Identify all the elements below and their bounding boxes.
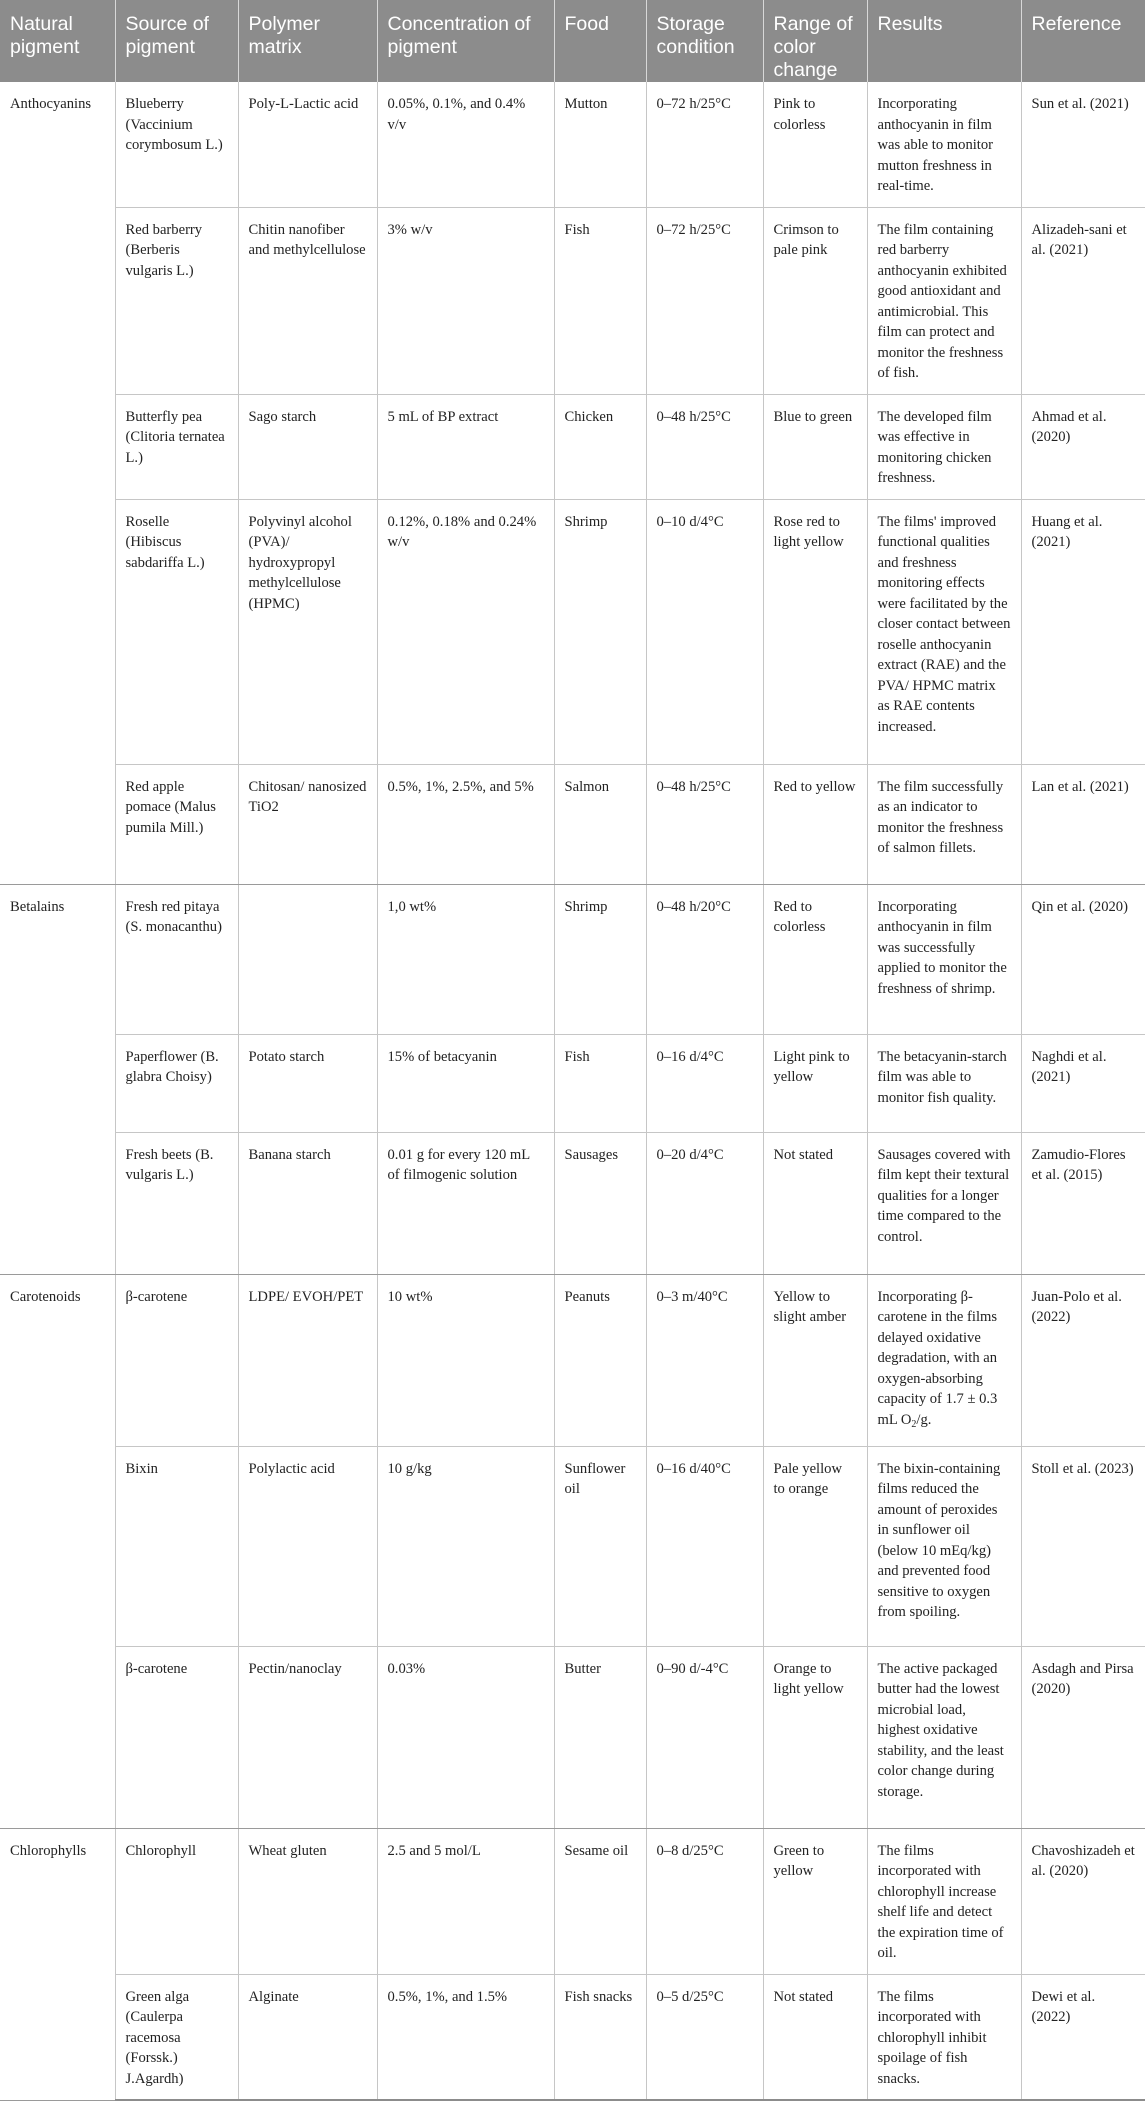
storage-cell: 0–72 h/25°C [646,207,763,394]
reference-cell: Lan et al. (2021) [1021,764,1145,884]
source-cell: β-carotene [115,1274,238,1446]
reference-cell: Naghdi et al. (2021) [1021,1034,1145,1132]
food-cell: Chicken [554,394,646,499]
reference-cell: Dewi et al. (2022) [1021,1974,1145,2100]
reference-cell: Chavoshizadeh et al. (2020) [1021,1828,1145,1974]
reference-cell: Asdagh and Pirsa (2020) [1021,1646,1145,1828]
header-color-change: Range of color change [763,0,867,82]
table-row [0,82,1145,207]
matrix-cell: Polyvinyl alcohol (PVA)/ hydroxypropyl methylcellulose (HPMC) [238,499,377,764]
color-change-cell: Orange to light yellow [763,1646,867,1828]
color-change-cell: Blue to green [763,394,867,499]
source-cell: β-carotene [115,1646,238,1828]
matrix-cell: Polylactic acid [238,1446,377,1646]
matrix-cell: Chitosan/ nanosized TiO2 [238,764,377,884]
table-row [0,394,1145,499]
header-reference: Reference [1021,0,1145,82]
source-cell: Fresh red pitaya (S. monacanthu) [115,884,238,1034]
results-cell: The betacyanin-starch film was able to monitor fish quality. [867,1034,1021,1132]
food-cell: Shrimp [554,884,646,1034]
results-subscript: 2 [911,1418,917,1430]
food-cell: Fish snacks [554,1974,646,2100]
matrix-cell: Poly-L-Lactic acid [238,82,377,207]
reference-cell: Juan-Polo et al. (2022) [1021,1274,1145,1446]
storage-cell: 0–48 h/25°C [646,764,763,884]
results-cell: The developed film was effective in monitoring chicken freshness. [867,394,1021,499]
color-change-cell: Red to colorless [763,884,867,1034]
food-cell: Sausages [554,1132,646,1274]
concentration-cell: 0.12%, 0.18% and 0.24% w/v [377,499,554,764]
color-change-cell: Green to yellow [763,1828,867,1974]
table-row [0,1446,1145,1646]
reference-cell: Ahmad et al. (2020) [1021,394,1145,499]
food-cell: Butter [554,1646,646,1828]
matrix-cell: Pectin/nanoclay [238,1646,377,1828]
pigment-betalains: Betalains [0,884,115,1274]
table-row [0,884,1145,1034]
table-row [0,764,1145,884]
color-change-cell: Yellow to slight amber [763,1274,867,1446]
reference-cell: Stoll et al. (2023) [1021,1446,1145,1646]
header-concentration: Concentration of pigment [377,0,554,82]
concentration-cell: 0.5%, 1%, and 1.5% [377,1974,554,2100]
concentration-cell: 0.05%, 0.1%, and 0.4% v/v [377,82,554,207]
table-row [0,207,1145,394]
concentration-cell: 10 g/kg [377,1446,554,1646]
color-change-cell: Rose red to light yellow [763,499,867,764]
reference-cell: Zamudio-Flores et al. (2015) [1021,1132,1145,1274]
header-natural-pigment: Natural pigment [0,0,115,82]
color-change-cell: Light pink to yellow [763,1034,867,1132]
reference-cell: Huang et al. (2021) [1021,499,1145,764]
source-cell: Butterfly pea (Clitoria ternatea L.) [115,394,238,499]
pigment-anthocyanins: Anthocyanins [0,82,115,884]
storage-cell: 0–3 m/40°C [646,1274,763,1446]
results-text: Incorporating β-carotene in the films delayed oxidative degradation, with an oxygen-absorbing capacity of 1.7 ± 0.3 mL O [877,1288,998,1428]
table-row [0,1828,1145,1974]
results-tail: /g. [916,1411,932,1428]
source-cell: Red apple pomace (Malus pumila Mill.) [115,764,238,884]
source-cell: Roselle (Hibiscus sabdariffa L.) [115,499,238,764]
color-change-cell: Pale yellow to orange [763,1446,867,1646]
source-cell: Green alga (Caulerpa racemosa (Forssk.) J.Agardh) [115,1974,238,2100]
color-change-cell: Crimson to pale pink [763,207,867,394]
source-cell: Red barberry (Berberis vulgaris L.) [115,207,238,394]
matrix-cell: Potato starch [238,1034,377,1132]
reference-cell: Sun et al. (2021) [1021,82,1145,207]
results-cell: Incorporating anthocyanin in film was able to monitor mutton freshness in real-time. [867,82,1021,207]
header-food: Food [554,0,646,82]
color-change-cell: Red to yellow [763,764,867,884]
table-row [0,499,1145,764]
concentration-cell: 15% of betacyanin [377,1034,554,1132]
food-cell: Sesame oil [554,1828,646,1974]
matrix-cell [238,884,377,1034]
source-cell: Paperflower (B. glabra Choisy) [115,1034,238,1132]
concentration-cell: 5 mL of BP extract [377,394,554,499]
header-results: Results [867,0,1021,82]
results-cell: The films incorporated with chlorophyll increase shelf life and detect the expiration time of oil. [867,1828,1021,1974]
food-cell: Peanuts [554,1274,646,1446]
concentration-cell: 0.01 g for every 120 mL of filmogenic solution [377,1132,554,1274]
concentration-cell: 0.5%, 1%, 2.5%, and 5% [377,764,554,884]
source-cell: Fresh beets (B. vulgaris L.) [115,1132,238,1274]
source-cell: Blueberry (Vaccinium corymbosum L.) [115,82,238,207]
source-cell: Bixin [115,1446,238,1646]
pigment-carotenoids: Carotenoids [0,1274,115,1828]
header-source: Source of pigment [115,0,238,82]
storage-cell: 0–16 d/4°C [646,1034,763,1132]
color-change-cell: Pink to colorless [763,82,867,207]
header-polymer-matrix: Polymer matrix [238,0,377,82]
matrix-cell: Banana starch [238,1132,377,1274]
results-cell: The bixin-containing films reduced the amount of peroxides in sunflower oil (below 10 mEq/kg) and prevented food sensitive to oxygen from spoiling. [867,1446,1021,1646]
concentration-cell: 0.03% [377,1646,554,1828]
results-cell: The films' improved functional qualities and freshness monitoring effects were facilitated by the closer contact between roselle anthocyanin extract (RAE) and the PVA/ HPMC matrix as RAE contents increased. [867,499,1021,764]
concentration-cell: 2.5 and 5 mol/L [377,1828,554,1974]
table-row [0,1974,1145,2100]
matrix-cell: Wheat gluten [238,1828,377,1974]
results-cell: The films incorporated with chlorophyll inhibit spoilage of fish snacks. [867,1974,1021,2100]
table-row [0,1646,1145,1828]
storage-cell: 0–90 d/-4°C [646,1646,763,1828]
food-cell: Sunflower oil [554,1446,646,1646]
concentration-cell: 3% w/v [377,207,554,394]
header-row [0,0,1145,82]
table-row [0,1132,1145,1274]
reference-cell: Alizadeh-sani et al. (2021) [1021,207,1145,394]
table-row [0,1274,1145,1446]
pigment-chlorophylls: Chlorophylls [0,1828,115,2100]
color-change-cell: Not stated [763,1132,867,1274]
matrix-cell: Chitin nanofiber and methylcellulose [238,207,377,394]
header-storage: Storage condition [646,0,763,82]
results-cell [867,1274,1021,1446]
storage-cell: 0–16 d/40°C [646,1446,763,1646]
food-cell: Mutton [554,82,646,207]
storage-cell: 0–10 d/4°C [646,499,763,764]
results-cell: The film containing red barberry anthocyanin exhibited good antioxidant and antimicrobial. This film can protect and monitor the freshness of fish. [867,207,1021,394]
matrix-cell: LDPE/ EVOH/PET [238,1274,377,1446]
food-cell: Salmon [554,764,646,884]
food-cell: Shrimp [554,499,646,764]
storage-cell: 0–72 h/25°C [646,82,763,207]
matrix-cell: Sago starch [238,394,377,499]
storage-cell: 0–20 d/4°C [646,1132,763,1274]
food-cell: Fish [554,207,646,394]
color-change-cell: Not stated [763,1974,867,2100]
results-cell: Sausages covered with film kept their textural qualities for a longer time compared to the control. [867,1132,1021,1274]
source-cell: Chlorophyll [115,1828,238,1974]
reference-cell: Qin et al. (2020) [1021,884,1145,1034]
matrix-cell: Alginate [238,1974,377,2100]
results-cell: The active packaged butter had the lowest microbial load, highest oxidative stability, and the least color change during storage. [867,1646,1021,1828]
table-row [0,1034,1145,1132]
concentration-cell: 1,0 wt% [377,884,554,1034]
storage-cell: 0–48 h/20°C [646,884,763,1034]
storage-cell: 0–48 h/25°C [646,394,763,499]
results-cell: The film successfully as an indicator to monitor the freshness of salmon fillets. [867,764,1021,884]
results-cell: Incorporating anthocyanin in film was successfully applied to monitor the freshness of shrimp. [867,884,1021,1034]
food-cell: Fish [554,1034,646,1132]
concentration-cell: 10 wt% [377,1274,554,1446]
storage-cell: 0–5 d/25°C [646,1974,763,2100]
storage-cell: 0–8 d/25°C [646,1828,763,1974]
